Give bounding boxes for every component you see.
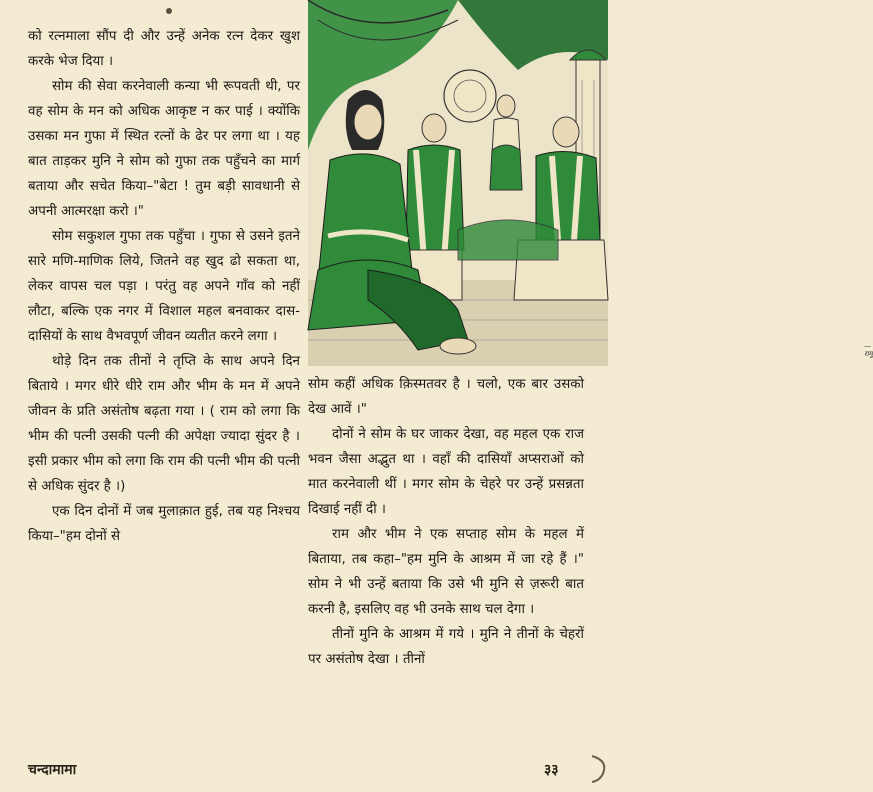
illustration-drawing (308, 0, 608, 366)
story-illustration (308, 0, 873, 366)
magazine-name: चन्दामामा (28, 762, 77, 778)
right-column-paragraph: सोम कहीं अधिक क़िस्मतवर है । चलो, एक बार उसको देख आवें ।" (308, 377, 584, 417)
corner-swirl-icon (586, 752, 610, 788)
left-column-paragraph: सोम सकुशल गुफा तक पहुँचा । गुफा से उसने इतने सारे मणि-माणिक लिये, जितने वह खुद ढो सकता था, लेकर वापस चल पड़ा । परंतु वह अपने गाँव को नहीं लौटा, बल्कि एक नगर में विशाल महल बनवाकर दास-दासियों के साथ वैभवपूर्ण जीवन व्यतीत करने लगा । (28, 229, 300, 344)
left-column-paragraph: को रत्नमाला सौंप दी और उन्हें अनेक रत्न देकर खुश करके भेज दिया । (28, 29, 300, 69)
right-column-text (308, 372, 584, 672)
artist-signature: —रामु (864, 342, 873, 358)
left-column-paragraph: सोम की सेवा करनेवाली कन्या भी रूपवती थी, पर वह सोम के मन को अधिक आकृष्ट न कर पाई । क्योंकि उसका मन गुफा में स्थित रत्नों के ढेर पर लगा था । यह बात ताड़कर मुनि ने सोम को गुफा तक पहुँचने का मार्ग बताया और सचेत किया–"बेटा ! तुम बड़ी सावधानी से अपनी आत्मरक्षा करो ।" (28, 79, 300, 219)
left-column-paragraph: थोड़े दिन तक तीनों ने तृप्ति के साथ अपने दिन बिताये । मगर धीरे धीरे राम और भीम के मन में अपने जीवन के प्रति असंतोष बढ़ता गया । ( राम को लगा कि भीम की पत्नी उसकी पत्नी की अपेक्षा ज्यादा सुंदर है । इसी प्रकार भीम को लगा कि राम की पत्नी भीम की पत्नी से अधिक सुंदर है ।) (28, 354, 300, 494)
right-column-paragraph: दोनों ने सोम के घर जाकर देखा, वह महल एक राज भवन जैसा अद्भुत था । वहाँ की दासियाँ अप्सराओं को मात करनेवाली थीं । मगर सोम के चेहरे पर उन्हें प्रसन्नता दिखाई नहीं दी । (308, 427, 584, 517)
print-speck (166, 8, 172, 14)
left-column-paragraph: एक दिन दोनों में जब मुलाक़ात हुई, तब यह निश्चय किया–"हम दोनों से (28, 504, 300, 544)
right-column-paragraph: राम और भीम ने एक सप्ताह सोम के महल में बिताया, तब कहा–"हम मुनि के आश्रम में जा रहे हैं ।" सोम ने भी उन्हें बताया कि उसे भी मुनि से ज़रूरी बात करनी है, इसलिए वह भी उनके साथ चल देगा । (308, 527, 584, 617)
left-column-text (28, 24, 300, 549)
right-column-paragraph: तीनों मुनि के आश्रम में गये । मुनि ने तीनों के चेहरों पर असंतोष देखा । तीनों (308, 627, 584, 667)
page-number: ३३ (544, 762, 559, 778)
